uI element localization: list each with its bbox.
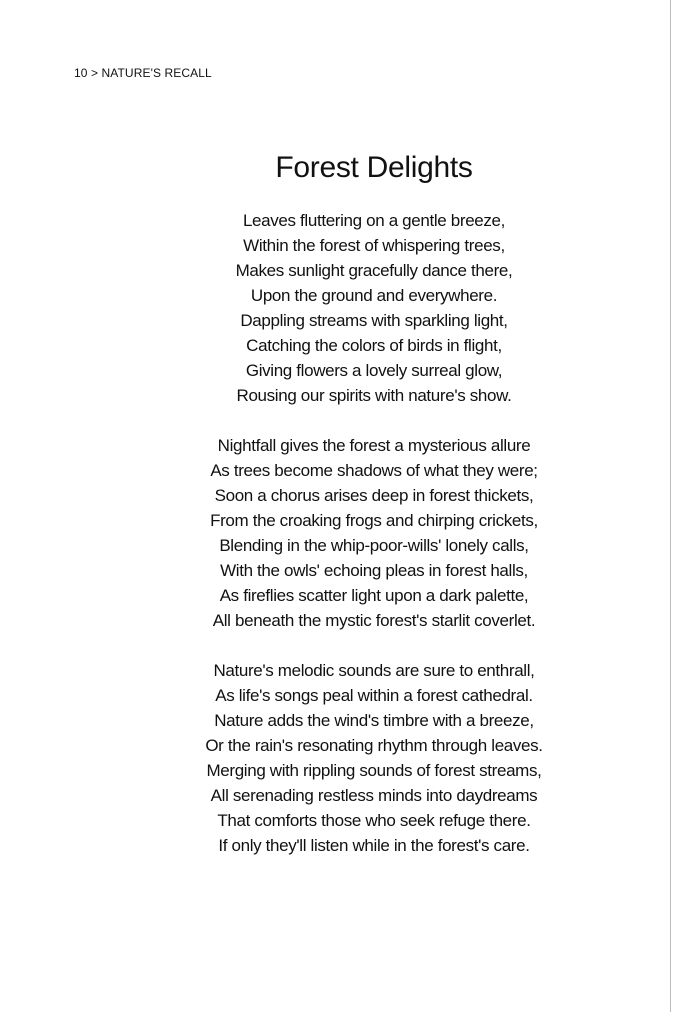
poem-title: Forest Delights	[275, 151, 473, 184]
stanza-2	[100, 433, 648, 633]
poem-line: As life's songs peal within a forest cathedral.	[215, 686, 533, 705]
stanza-3	[100, 658, 648, 858]
page-edge-line	[670, 0, 671, 1012]
poem-line: With the owls' echoing pleas in forest halls,	[220, 561, 528, 580]
poem-line: As fireflies scatter light upon a dark palette,	[219, 586, 529, 605]
poem-line: Within the forest of whispering trees,	[243, 236, 505, 255]
poem-line: Merging with rippling sounds of forest streams,	[206, 761, 542, 780]
poem-line: Catching the colors of birds in flight,	[246, 336, 502, 355]
poem-line: All serenading restless minds into daydreams	[210, 786, 538, 805]
poem-line: Nature's melodic sounds are sure to enthrall,	[213, 661, 535, 680]
poem-line: Soon a chorus arises deep in forest thickets,	[214, 486, 534, 505]
poem-line: Or the rain's resonating rhythm through leaves.	[205, 736, 543, 755]
poem-line: All beneath the mystic forest's starlit coverlet.	[212, 611, 536, 630]
poem-line: Giving flowers a lovely surreal glow,	[245, 361, 503, 380]
poem-line: That comforts those who seek refuge there.	[217, 811, 531, 830]
poem-line: Blending in the whip-poor-wills' lonely calls,	[219, 536, 529, 555]
poem-line: Upon the ground and everywhere.	[250, 286, 498, 305]
running-header: 10 > NATURE'S RECALL	[74, 66, 212, 80]
poem-line: Nature adds the wind's timbre with a breeze,	[214, 711, 534, 730]
poem-line: Leaves fluttering on a gentle breeze,	[242, 211, 506, 230]
poem-line: Nightfall gives the forest a mysterious allure	[217, 436, 531, 455]
poem-line: Rousing our spirits with nature's show.	[236, 386, 512, 405]
poem-line: Makes sunlight gracefully dance there,	[235, 261, 513, 280]
poem-line: Dappling streams with sparkling light,	[240, 311, 508, 330]
poem-line: As trees become shadows of what they were;	[210, 461, 538, 480]
poem-line: If only they'll listen while in the forest's care.	[218, 836, 530, 855]
poem-line: From the croaking frogs and chirping crickets,	[210, 511, 538, 530]
poem	[100, 148, 648, 858]
stanza-1	[100, 208, 648, 408]
